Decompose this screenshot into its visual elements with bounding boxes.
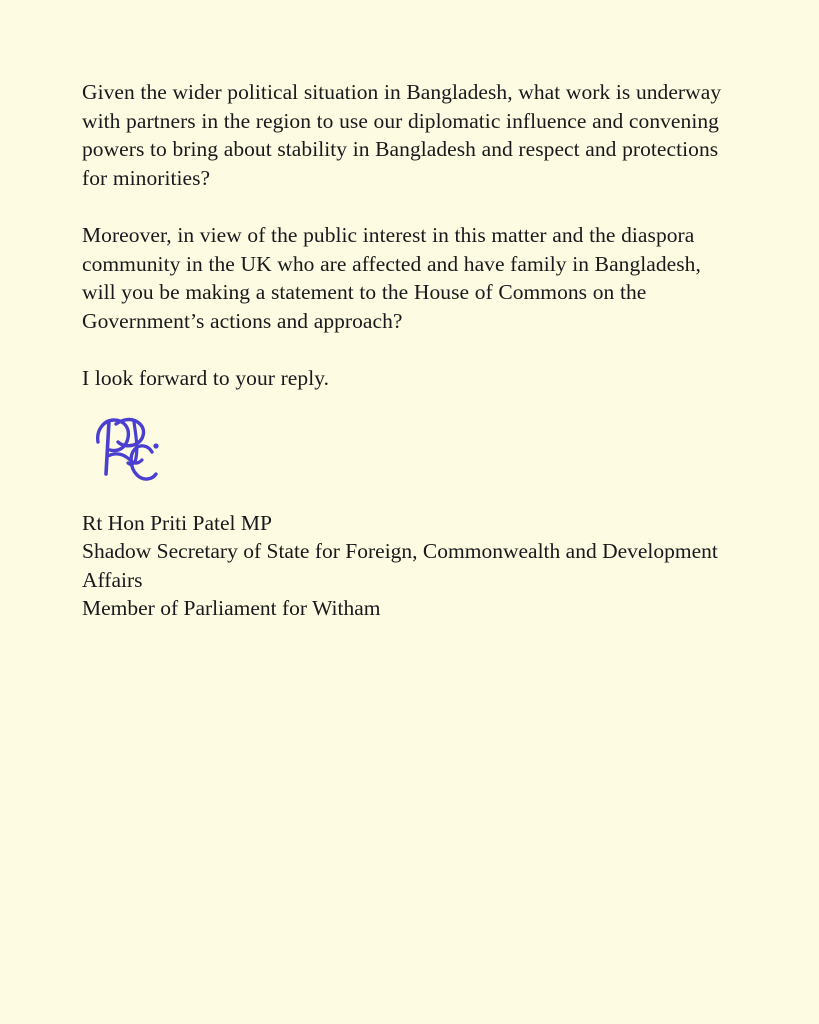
signature-area [88, 408, 218, 496]
body-paragraph-3: I look forward to your reply. [82, 365, 330, 390]
body-paragraph-2: Moreover, in view of the public interest in this matter and the diaspora community in the UK who are affected and have family in Bangladesh, will you be making a statement to the House of Commons on the Government’s actions and approach? [82, 222, 701, 333]
body-paragraph-1: Given the wider political situation in Bangladesh, what work is underway with partners in the region to use our diplomatic influence and convening powers to bring about stability in Bangladesh and respect and protections for minorities? [82, 80, 722, 190]
signoff-name: Rt Hon Priti Patel MP [82, 511, 272, 535]
signoff-constituency: Member of Parliament for Witham [82, 595, 381, 620]
signoff-block [82, 509, 762, 622]
letter-body [82, 78, 737, 393]
handwritten-signature-icon [88, 408, 218, 496]
signoff-title: Shadow Secretary of State for Foreign, Commonwealth and Development Affairs [82, 539, 723, 592]
